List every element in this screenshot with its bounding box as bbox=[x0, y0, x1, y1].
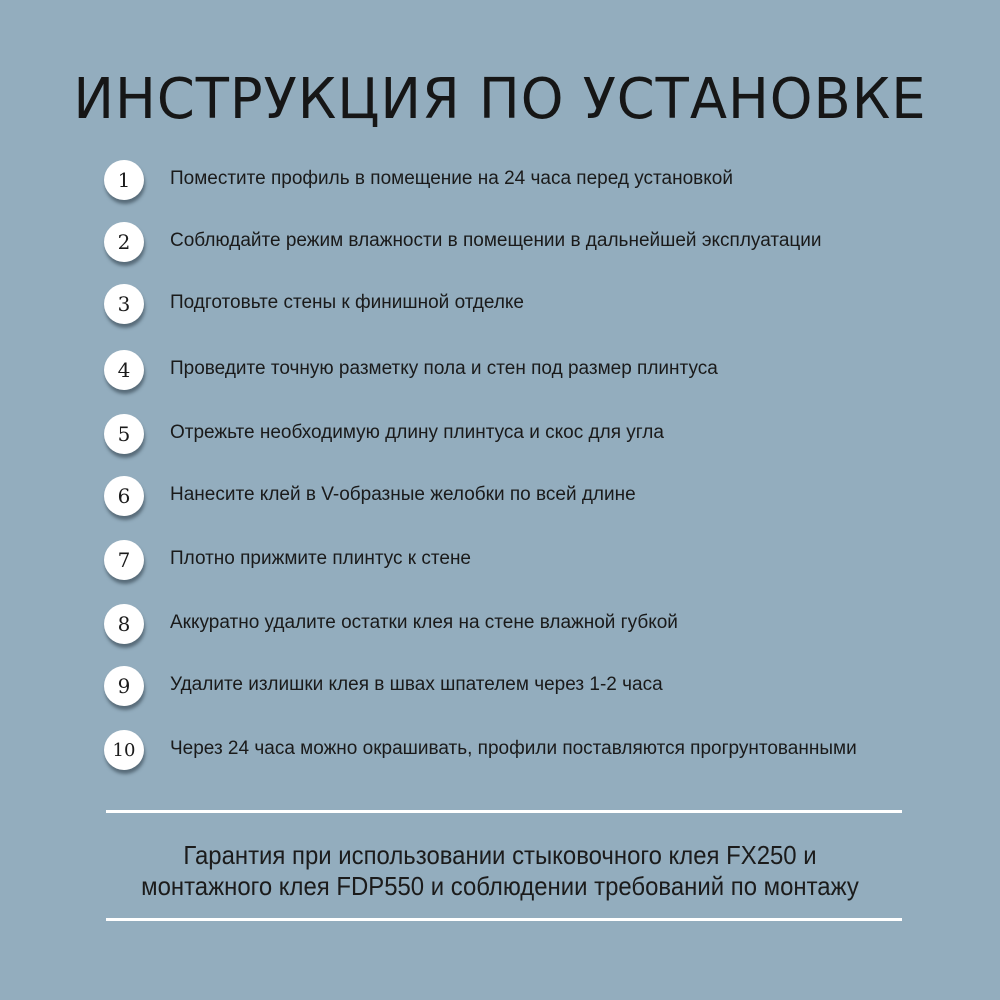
step-text: Соблюдайте режим влажности в помещении в дальнейшей эксплуатации bbox=[170, 230, 822, 251]
step-text: Плотно прижмите плинтус к стене bbox=[170, 548, 472, 569]
top-divider bbox=[106, 810, 902, 813]
step-text: Поместите профиль в помещение на 24 часа перед установкой bbox=[170, 168, 733, 189]
step-number-badge: 7 bbox=[104, 540, 144, 580]
step-number-badge: 1 bbox=[104, 160, 144, 200]
list-item bbox=[104, 284, 984, 328]
step-text: Аккуратно удалите остатки клея на стене влажной губкой bbox=[170, 612, 678, 633]
step-text: Проведите точную разметку пола и стен под размер плинтуса bbox=[170, 358, 718, 379]
page-title: ИНСТРУКЦИЯ ПО УСТАНОВКЕ bbox=[73, 67, 927, 132]
step-number-badge: 6 bbox=[104, 476, 144, 516]
step-text: Удалите излишки клея в швах шпателем через 1-2 часа bbox=[170, 674, 663, 695]
warranty-line-1: Гарантия при использовании стыковочного клея FX250 и bbox=[183, 840, 817, 870]
list-item bbox=[104, 604, 984, 648]
warranty-note bbox=[0, 840, 1000, 902]
warranty-line-2: монтажного клея FDP550 и соблюдении требований по монтажу bbox=[141, 871, 859, 901]
list-item bbox=[104, 540, 984, 584]
list-item bbox=[104, 222, 984, 266]
list-item bbox=[104, 666, 984, 710]
step-text: Подготовьте стены к финишной отделке bbox=[170, 292, 524, 313]
step-number-badge: 3 bbox=[104, 284, 144, 324]
step-text: Через 24 часа можно окрашивать, профили поставляются прогрунтованными bbox=[170, 738, 857, 759]
list-item bbox=[104, 350, 984, 394]
step-number-badge: 5 bbox=[104, 414, 144, 454]
step-text: Отрежьте необходимую длину плинтуса и скос для угла bbox=[170, 422, 664, 443]
step-number-badge: 4 bbox=[104, 350, 144, 390]
step-number-badge: 2 bbox=[104, 222, 144, 262]
list-item bbox=[104, 730, 984, 774]
list-item bbox=[104, 160, 984, 204]
step-number-badge: 9 bbox=[104, 666, 144, 706]
list-item bbox=[104, 414, 984, 458]
list-item bbox=[104, 476, 984, 520]
step-number-badge: 10 bbox=[104, 730, 144, 770]
step-text: Нанесите клей в V-образные желобки по всей длине bbox=[170, 484, 636, 505]
bottom-divider bbox=[106, 918, 902, 921]
step-number-badge: 8 bbox=[104, 604, 144, 644]
